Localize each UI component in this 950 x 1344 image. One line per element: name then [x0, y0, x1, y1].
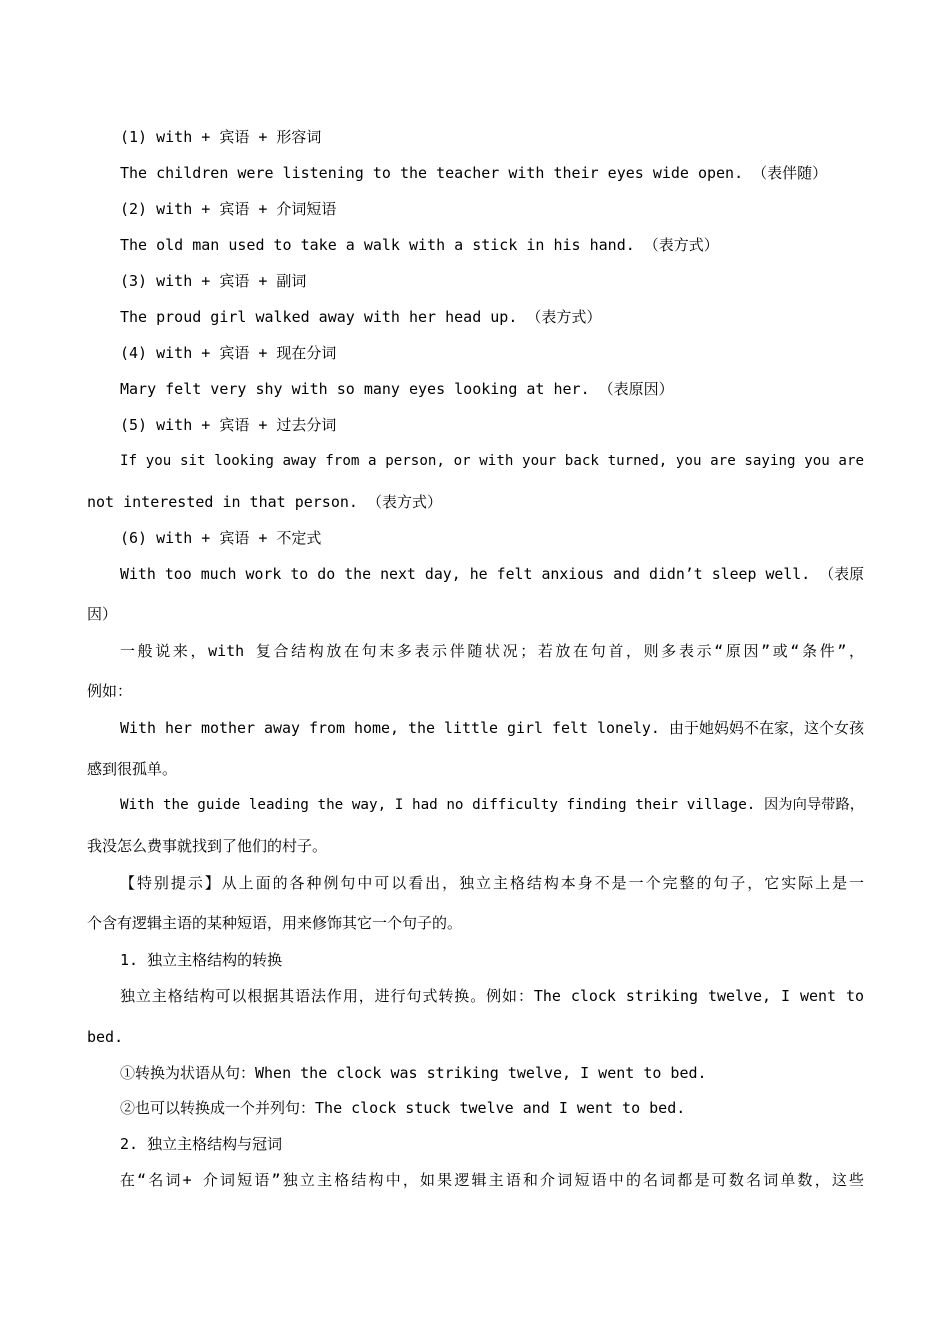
example-sentence-continuation: 因）: [87, 605, 118, 623]
special-tip-paragraph: 【特别提示】从上面的各种例句中可以看出，独立主格结构本身不是一个完整的句子，它实际上是一: [120, 874, 864, 892]
example-sentence: With the guide leading the way, I had no difficulty finding their village. 因为向导带路，: [120, 797, 864, 813]
section-heading-articles: 2. 独立主格结构与冠词: [120, 1135, 283, 1153]
example-sentence: The proud girl walked away with her head up. （表方式）: [120, 308, 602, 326]
heading-with-adverb: (3) with + 宾语 + 副词: [120, 272, 307, 290]
conversion-item-2: ②也可以转换成一个并列句：The clock stuck twelve and I went to bed.: [120, 1099, 686, 1117]
example-sentence: Mary felt very shy with so many eyes looking at her. （表原因）: [120, 380, 674, 398]
example-sentence-continuation: not interested in that person. （表方式）: [87, 493, 442, 511]
paragraph-articles: 在“名词+ 介词短语”独立主格结构中，如果逻辑主语和介词短语中的名词都是可数名词单数，这些: [120, 1171, 864, 1189]
paragraph-continuation: bed.: [87, 1028, 124, 1046]
heading-with-infinitive: (6) with + 宾语 + 不定式: [120, 529, 322, 547]
example-sentence: The children were listening to the teacher with their eyes wide open. （表伴随）: [120, 164, 828, 182]
section-heading-conversion: 1. 独立主格结构的转换: [120, 951, 283, 969]
example-sentence-continuation: 我没怎么费事就找到了他们的村子。: [87, 837, 328, 855]
example-sentence: With too much work to do the next day, he felt anxious and didn’t sleep well. （表原: [120, 565, 864, 583]
paragraph-continuation: 例如：: [87, 682, 133, 700]
example-sentence: The old man used to take a walk with a stick in his hand. （表方式）: [120, 236, 719, 254]
heading-with-present-participle: (4) with + 宾语 + 现在分词: [120, 344, 337, 362]
example-sentence: If you sit looking away from a person, or with your back turned, you are saying you are: [120, 453, 864, 469]
conversion-item-1: ①转换为状语从句：When the clock was striking twelve, I went to bed.: [120, 1064, 707, 1082]
example-sentence: With her mother away from home, the little girl felt lonely. 由于她妈妈不在家，这个女孩: [120, 719, 864, 737]
heading-with-prep-phrase: (2) with + 宾语 + 介词短语: [120, 200, 337, 218]
heading-with-adjective: (1) with + 宾语 + 形容词: [120, 128, 322, 146]
heading-with-past-participle: (5) with + 宾语 + 过去分词: [120, 416, 337, 434]
special-tip-continuation: 个含有逻辑主语的某种短语，用来修饰其它一个句子的。: [87, 914, 463, 932]
example-sentence-continuation: 感到很孤单。: [87, 760, 178, 778]
paragraph-conversion: 独立主格结构可以根据其语法作用，进行句式转换。例如：The clock striking twelve, I went to: [120, 987, 864, 1005]
paragraph-general-rule: 一般说来，with 复合结构放在句末多表示伴随状况；若放在句首，则多表示“原因”或“条件”，: [120, 642, 864, 660]
